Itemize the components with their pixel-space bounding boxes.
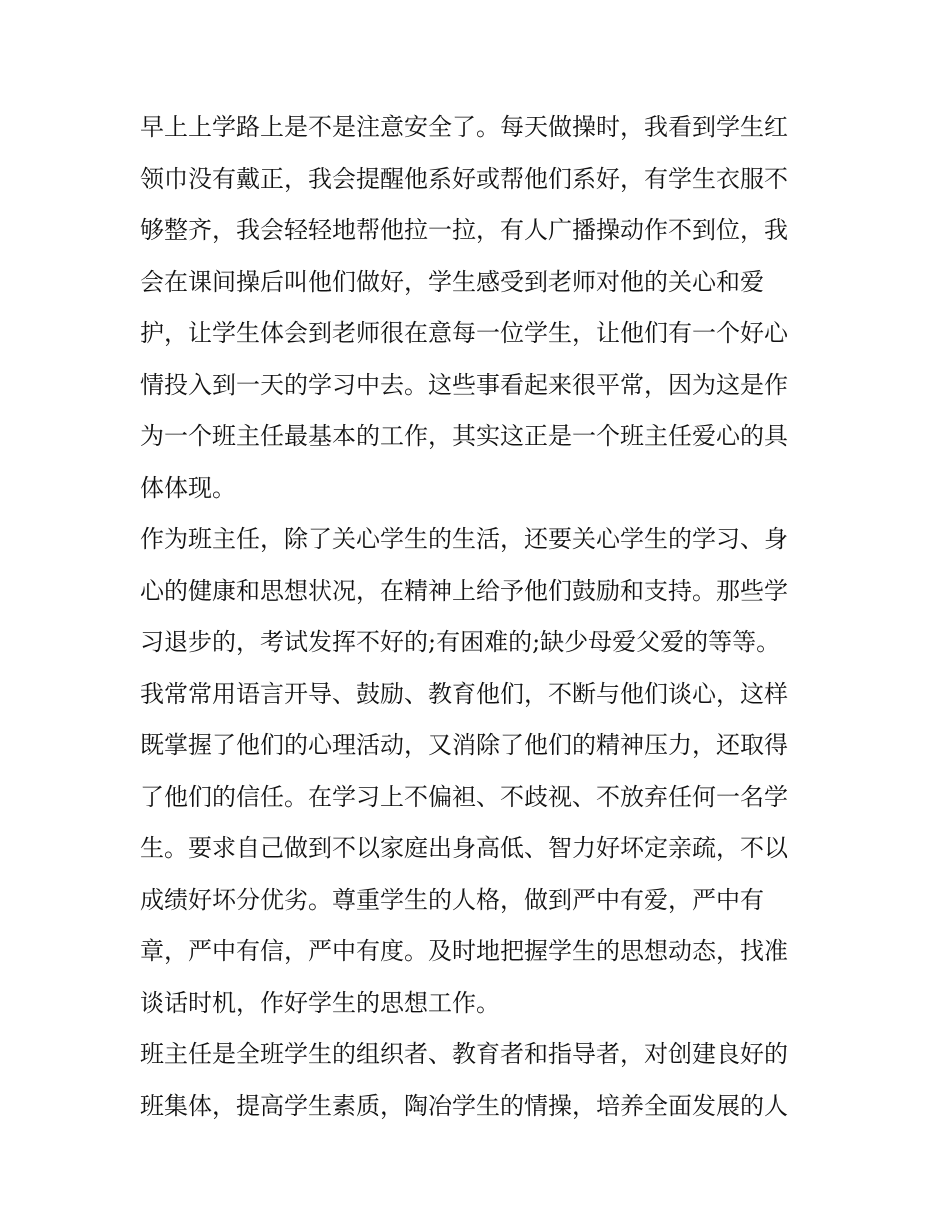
text-line: 情投入到一天的学习中去。这些事看起来很平常，因为这是作 (140, 370, 788, 399)
text-line: 够整齐，我会轻轻地帮他拉一拉，有人广播操动作不到位，我 (140, 216, 788, 244)
text-line: 成绩好坏分优劣。尊重学生的人格，做到严中有爱，严中有 (140, 885, 764, 914)
text-line: 我常常用语言开导、鼓励、教育他们，不断与他们谈心，这样 (140, 679, 788, 708)
text-line: 了他们的信任。在学习上不偏袒、不歧视、不放弃任何一名学 (140, 782, 788, 811)
text-line: 班集体，提高学生素质，陶冶学生的情操，培养全面发展的人 (140, 1091, 788, 1120)
text-line: 章，严中有信，严中有度。及时地把握学生的思想动态，找准 (140, 937, 788, 965)
document-body (140, 102, 820, 1132)
text-line: 会在课间操后叫他们做好，学生感受到老师对他的关心和爱 (140, 267, 764, 296)
text-line: 作为班主任，除了关心学生的生活，还要关心学生的学习、身 (140, 525, 788, 553)
text-line: 生。要求自己做到不以家庭出身高低、智力好坏定亲疏，不以 (140, 834, 788, 862)
text-line: 谈话时机，作好学生的思想工作。 (140, 988, 500, 1017)
text-line: 护，让学生体会到老师很在意每一位学生，让他们有一个好心 (140, 319, 788, 347)
text-line: 早上上学路上是不是注意安全了。每天做操时，我看到学生红 (140, 113, 788, 141)
text-line: 心的健康和思想状况，在精神上给予他们鼓励和支持。那些学 (140, 576, 788, 605)
text-line: 领巾没有戴正，我会提醒他系好或帮他们系好，有学生衣服不 (140, 164, 788, 193)
text-line: 为一个班主任最基本的工作，其实这正是一个班主任爱心的具 (140, 422, 788, 450)
text-line: 既掌握了他们的心理活动，又消除了他们的精神压力，还取得 (140, 731, 788, 759)
text-line: 体体现。 (140, 473, 236, 502)
text-line: 班主任是全班学生的组织者、教育者和指导者，对创建良好的 (140, 1040, 788, 1068)
text-line: 习退步的，考试发挥不好的;有困难的;缺少母爱父爱的等等。 (140, 628, 781, 656)
